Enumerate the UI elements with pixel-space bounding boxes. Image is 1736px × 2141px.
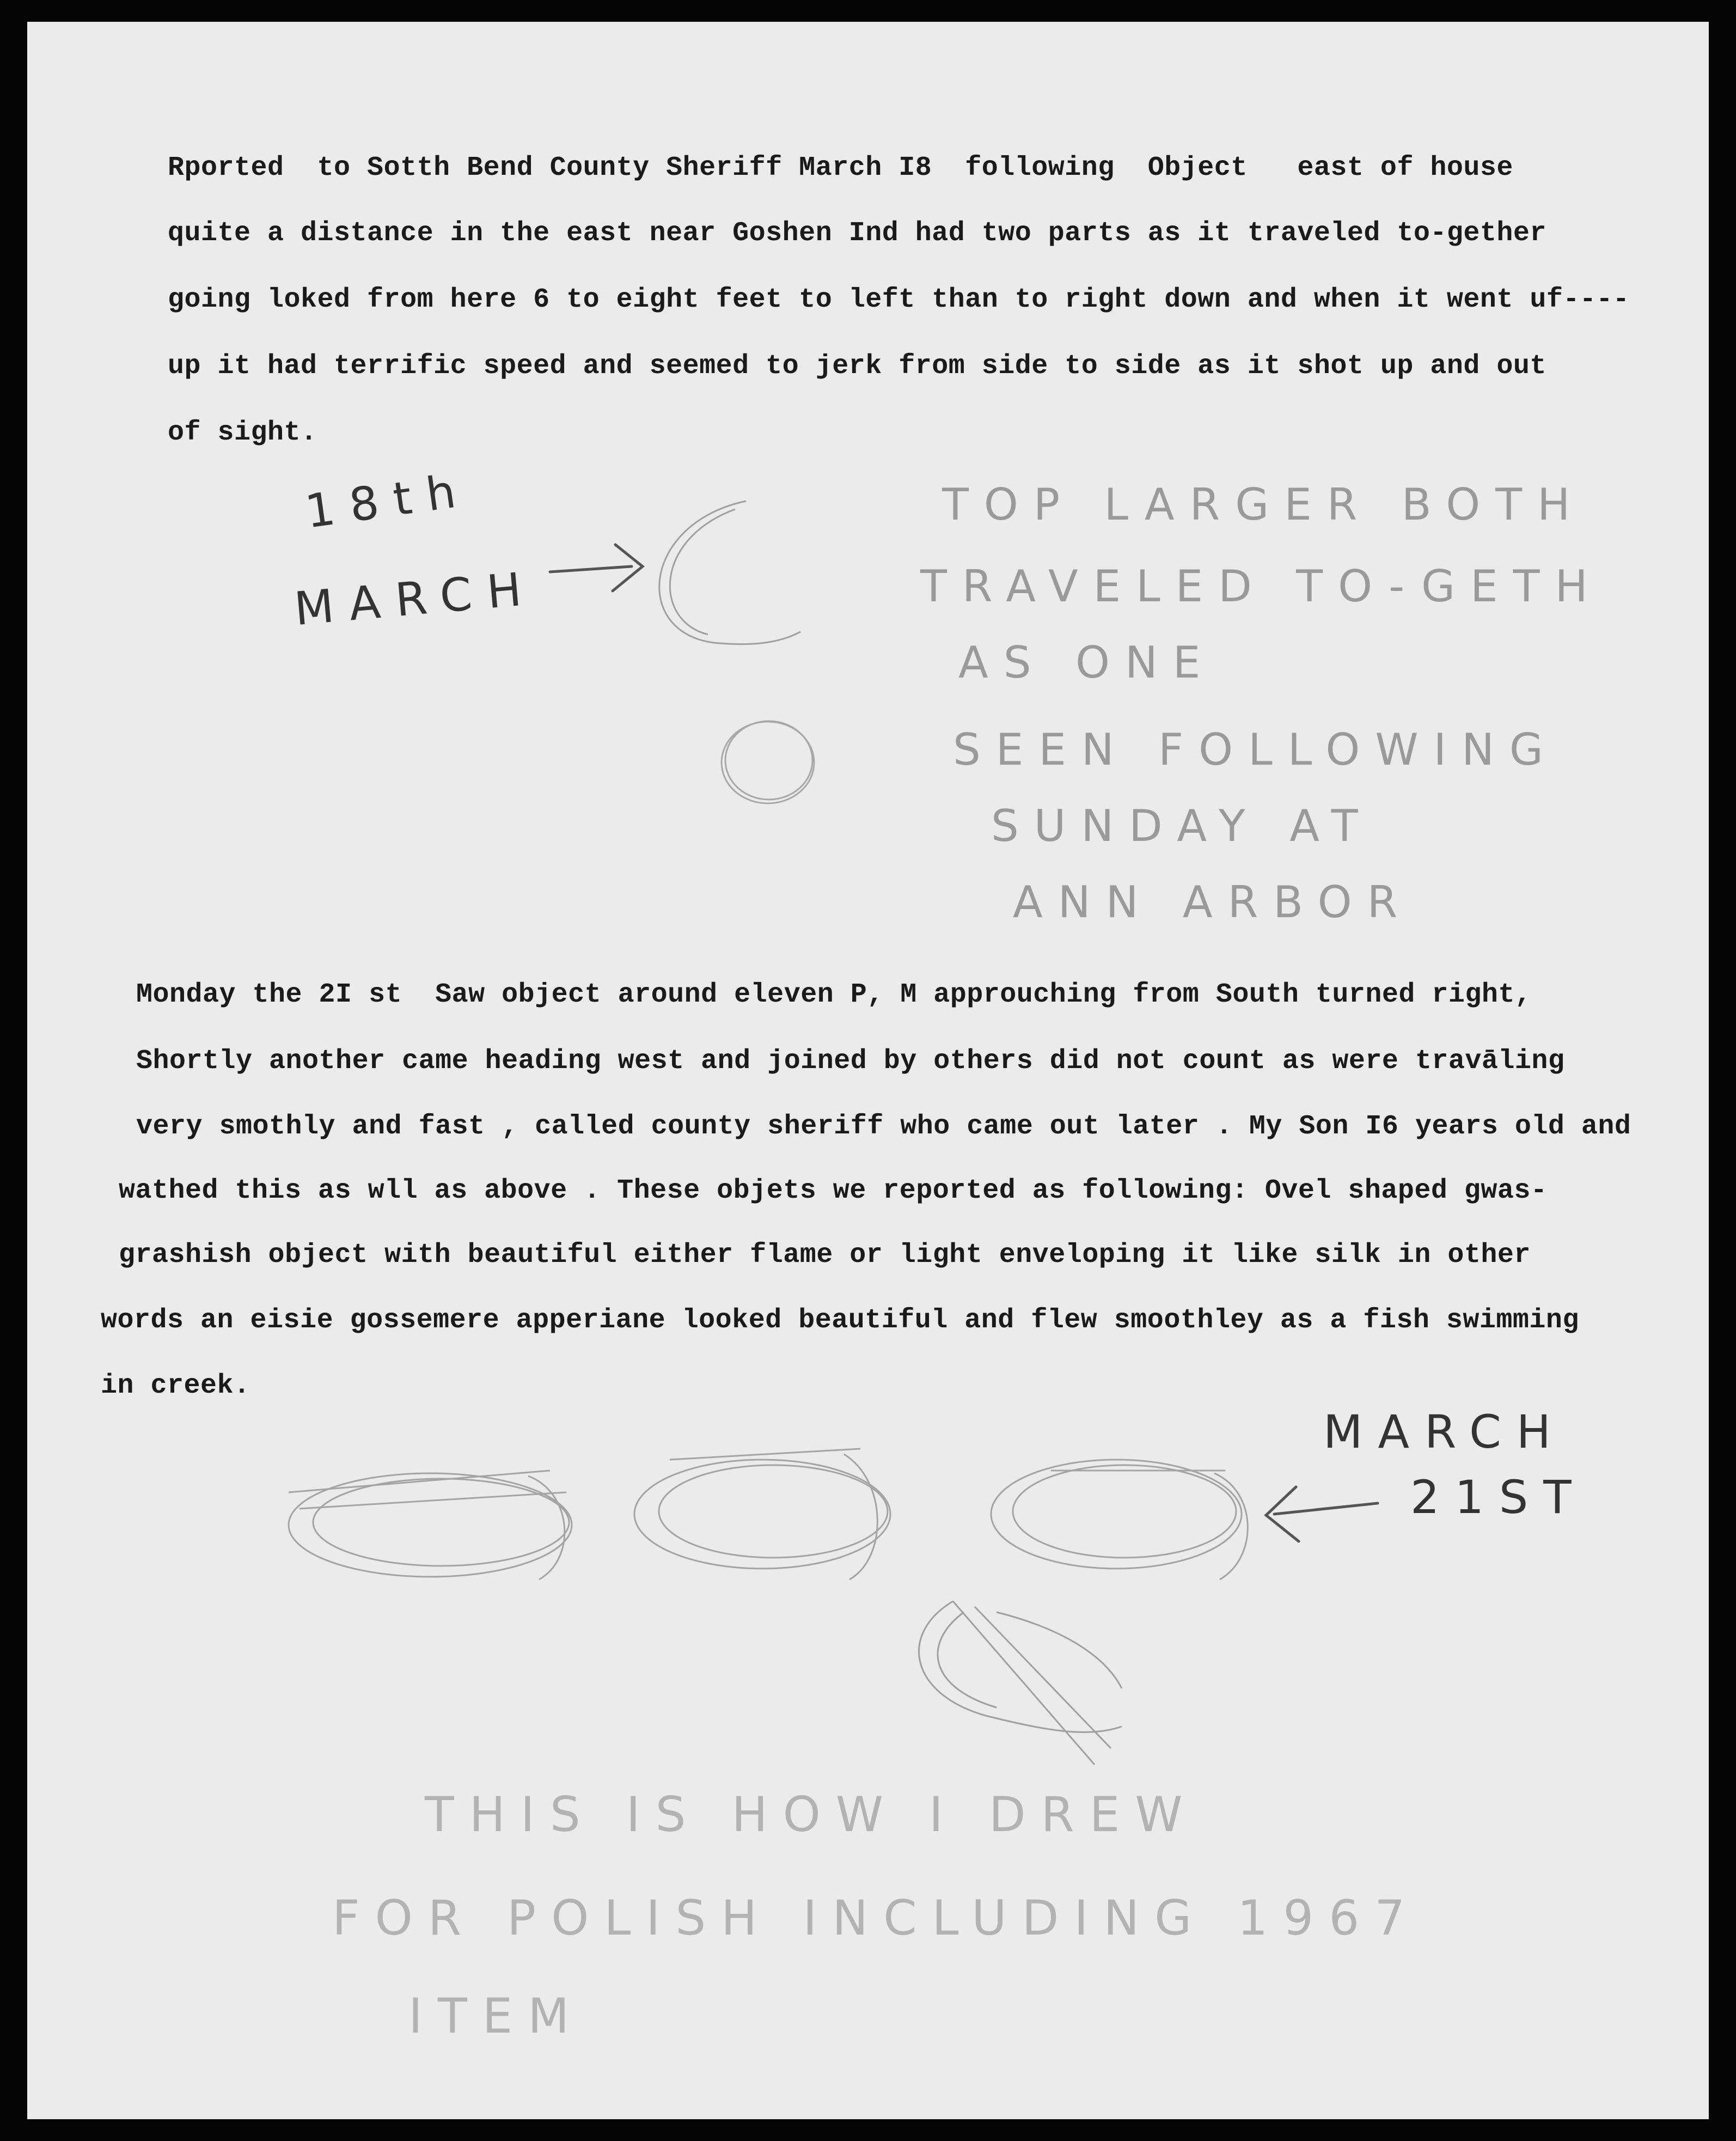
pencil-arrow-march-18 <box>550 545 643 591</box>
handwritten-bottom-note-line: THIS IS HOW I DREW <box>425 1786 1198 1843</box>
handwritten-note-line: TOP LARGER BOTH <box>942 479 1586 530</box>
handwritten-note-line: ANN ARBOR <box>1013 877 1413 928</box>
pencil-sketch-object-3 <box>991 1460 1248 1579</box>
typed-line: Rported to Sotth Bend County Sheriff March I8 following Object east of house <box>168 153 1513 184</box>
pencil-sketch-object-4 <box>919 1601 1122 1765</box>
typed-line: quite a distance in the east near Goshen Ind had two parts as it traveled to-gether <box>168 218 1546 249</box>
handwritten-bottom-note-line: ITEM <box>408 1988 585 2044</box>
handwritten-date-18th: 18th <box>302 462 474 539</box>
pencil-sketch-object-1 <box>289 1471 572 1579</box>
pencil-sketch-crescent <box>659 501 800 644</box>
typed-line: Monday the 2I st Saw object around eleven P, M approuching from South turned right, <box>136 979 1532 1010</box>
typed-line: in creek. <box>101 1370 250 1401</box>
handwritten-note-line: AS ONE <box>958 637 1216 688</box>
handwritten-note-line: SUNDAY AT <box>991 801 1373 851</box>
handwritten-note-line: SEEN FOLLOWING <box>953 724 1558 775</box>
typed-line: up it had terrific speed and seemed to jerk from side to side as it shot up and out <box>168 351 1546 382</box>
typed-line: grashish object with beautiful either flame or light enveloping it like silk in other <box>119 1240 1531 1271</box>
typed-line: wathed this as wll as above . These objets we reported as following: Ovel shaped gwas- <box>119 1175 1548 1206</box>
pencil-sketch-layer <box>27 22 1709 2119</box>
handwritten-date-21st: 21ST <box>1410 1471 1587 1524</box>
pencil-sketch-circle <box>722 721 814 803</box>
typed-line: of sight. <box>168 417 317 448</box>
typed-line: Shortly another came heading west and joined by others did not count as were travāling <box>136 1046 1565 1077</box>
handwritten-month-march: MARCH <box>1323 1405 1566 1459</box>
pencil-sketch-object-2 <box>634 1449 890 1579</box>
typed-line: words an eisie gossemere apperiane looked beautiful and flew smoothley as a fish swimming <box>101 1305 1579 1336</box>
handwritten-note-line: TRAVELED TO-GETH <box>920 561 1603 612</box>
handwritten-bottom-note-line: FOR POLISH INCLUDING 1967 <box>332 1890 1421 1946</box>
pencil-arrow-march-21 <box>1266 1487 1378 1541</box>
typed-line: very smothly and fast , called county sheriff who came out later . My Son I6 years old and <box>136 1111 1631 1142</box>
typed-line: going loked from here 6 to eight feet to left than to right down and when it went uf---- <box>168 284 1630 315</box>
document-page <box>27 22 1709 2119</box>
handwritten-month-march: MARCH <box>292 561 539 636</box>
